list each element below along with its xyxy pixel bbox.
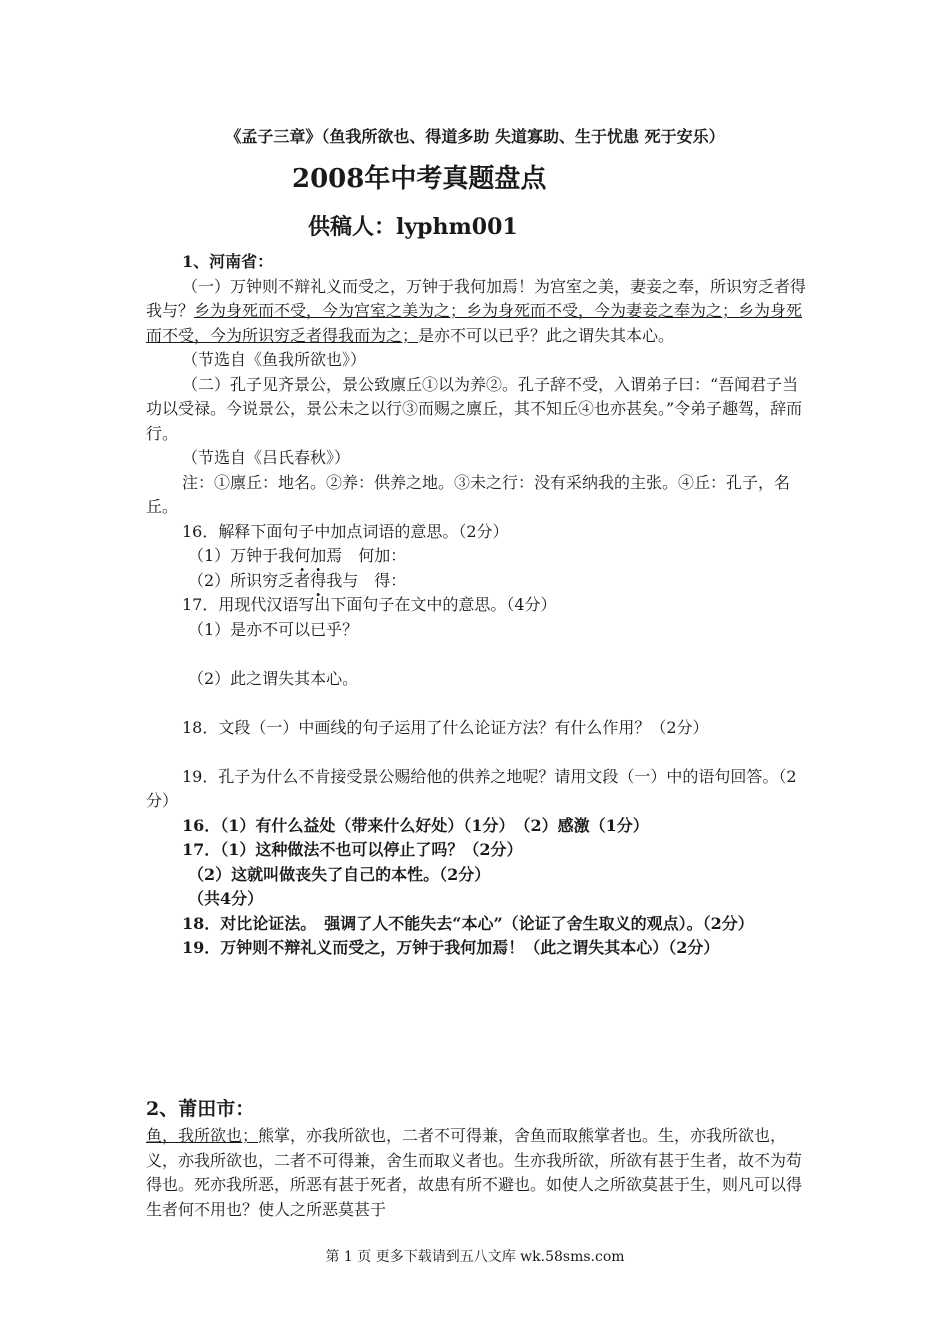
passage-two: （二）孔子见齐景公，景公致廪丘①以为养②。孔子辞不受，入谓弟子曰：“吾闻君子当功以受禄。今说景公，景公未之以行③而赐之廪丘，其不知丘④也亦甚矣。”令弟子趣驾，辞而行。 bbox=[146, 374, 803, 443]
answer-16: 16．（1）有什么益处（带来什么好处）（1分） （2）感激（1分） bbox=[182, 815, 649, 835]
doc-contributor: 供稿人：lyphm001 bbox=[308, 214, 518, 240]
section-heading: 2、莆田市： bbox=[146, 1098, 255, 1120]
section-heading: 1、河南省： bbox=[182, 252, 274, 271]
underlined-sentences: 乡为身死而不受，今为宫室之美为之；乡为身死而不受，今为妻妾之奉为之；乡为身死而不受，今为所识穷乏者得我而为之； bbox=[146, 301, 803, 345]
doc-title: 2008年中考真题盘点 bbox=[292, 164, 547, 194]
question-17-part-1: （1）是亦不可以已乎？ bbox=[188, 619, 359, 639]
page-footer: 第 1 页 更多下载请到五八文库 wk.58sms.com bbox=[325, 1249, 625, 1265]
question-16-part-2: （2）所识穷乏者得我与 得： bbox=[188, 570, 407, 590]
answer-19: 19．万钟则不辩礼义而受之，万钟于我何加焉！（此之谓失其本心）（2分） bbox=[182, 938, 720, 957]
passage-fish-bear: 鱼，我所欲也；熊掌，亦我所欲也，二者不可得兼，舍鱼而取熊掌者也。生，亦我所欲也，义，亦我所欲也，二者不可得兼，舍生而取义者也。生亦我所欲，所欲有甚于生者，故不为苟得也。死亦我所恶，所恶有甚于死者，故患有所不避也。如使人之所欲莫甚于生，则凡可以得生者何不用也？使人之所恶莫甚于 bbox=[146, 1126, 803, 1219]
answer-17-part-2: （2）这就叫做丧失了自己的本性。（2分） bbox=[188, 864, 491, 884]
dotted-char: 得 bbox=[310, 570, 327, 590]
question-19: 19．孔子为什么不肯接受景公赐给他的供养之地呢？请用文段（一）中的语句回答。（2分） bbox=[146, 766, 797, 810]
question-17-part-2: （2）此之谓失其本心。 bbox=[188, 668, 359, 688]
passage-one: （一）万钟则不辩礼义而受之，万钟于我何加焉！为宫室之美，妻妾之奉，所识穷乏者得我与？乡为身死而不受，今为宫室之美为之；乡为身死而不受，今为妻妾之奉为之；乡为身死而不受，今为所识穷乏者得我而为之；是亦不可以已乎？此之谓失其本心。 bbox=[146, 276, 807, 345]
section-putian bbox=[146, 1094, 814, 1222]
section-henan bbox=[146, 250, 814, 961]
passage-two-source: （节选自《吕氏春秋》） bbox=[182, 448, 351, 467]
annotation-notes: 注：①廪丘：地名。②养：供养之地。③未之行：没有采纳我的主张。④丘：孔子，名丘。 bbox=[146, 472, 791, 516]
question-16: 16．解释下面句子中加点词语的意思。（2分） bbox=[182, 521, 509, 541]
answer-17-part-1: 17．（1）这种做法不也可以停止了吗？（2分） bbox=[182, 840, 523, 859]
answer-17-total: （共4分） bbox=[188, 889, 264, 908]
question-16-part-1: （1）万钟于我何加焉 何加： bbox=[188, 546, 407, 565]
underlined-phrase: 鱼，我所欲也； bbox=[146, 1126, 259, 1145]
doc-subtitle: 《孟子三章》（鱼我所欲也、得道多助 失道寡助、生于忧患 死于安乐） bbox=[225, 127, 725, 146]
question-18: 18．文段（一）中画线的句子运用了什么论证方法？有什么作用？（2分） bbox=[182, 717, 709, 737]
passage-one-source: （节选自《鱼我所欲也》） bbox=[182, 350, 367, 369]
dotted-char: 何 bbox=[294, 546, 311, 565]
dotted-char: 加 bbox=[310, 546, 327, 565]
question-17: 17．用现代汉语写出下面句子在文中的意思。（4分） bbox=[182, 595, 557, 614]
answer-18: 18．对比论证法。 强调了人不能失去“本心”（论证了舍生取义的观点）。（2分） bbox=[182, 913, 754, 933]
